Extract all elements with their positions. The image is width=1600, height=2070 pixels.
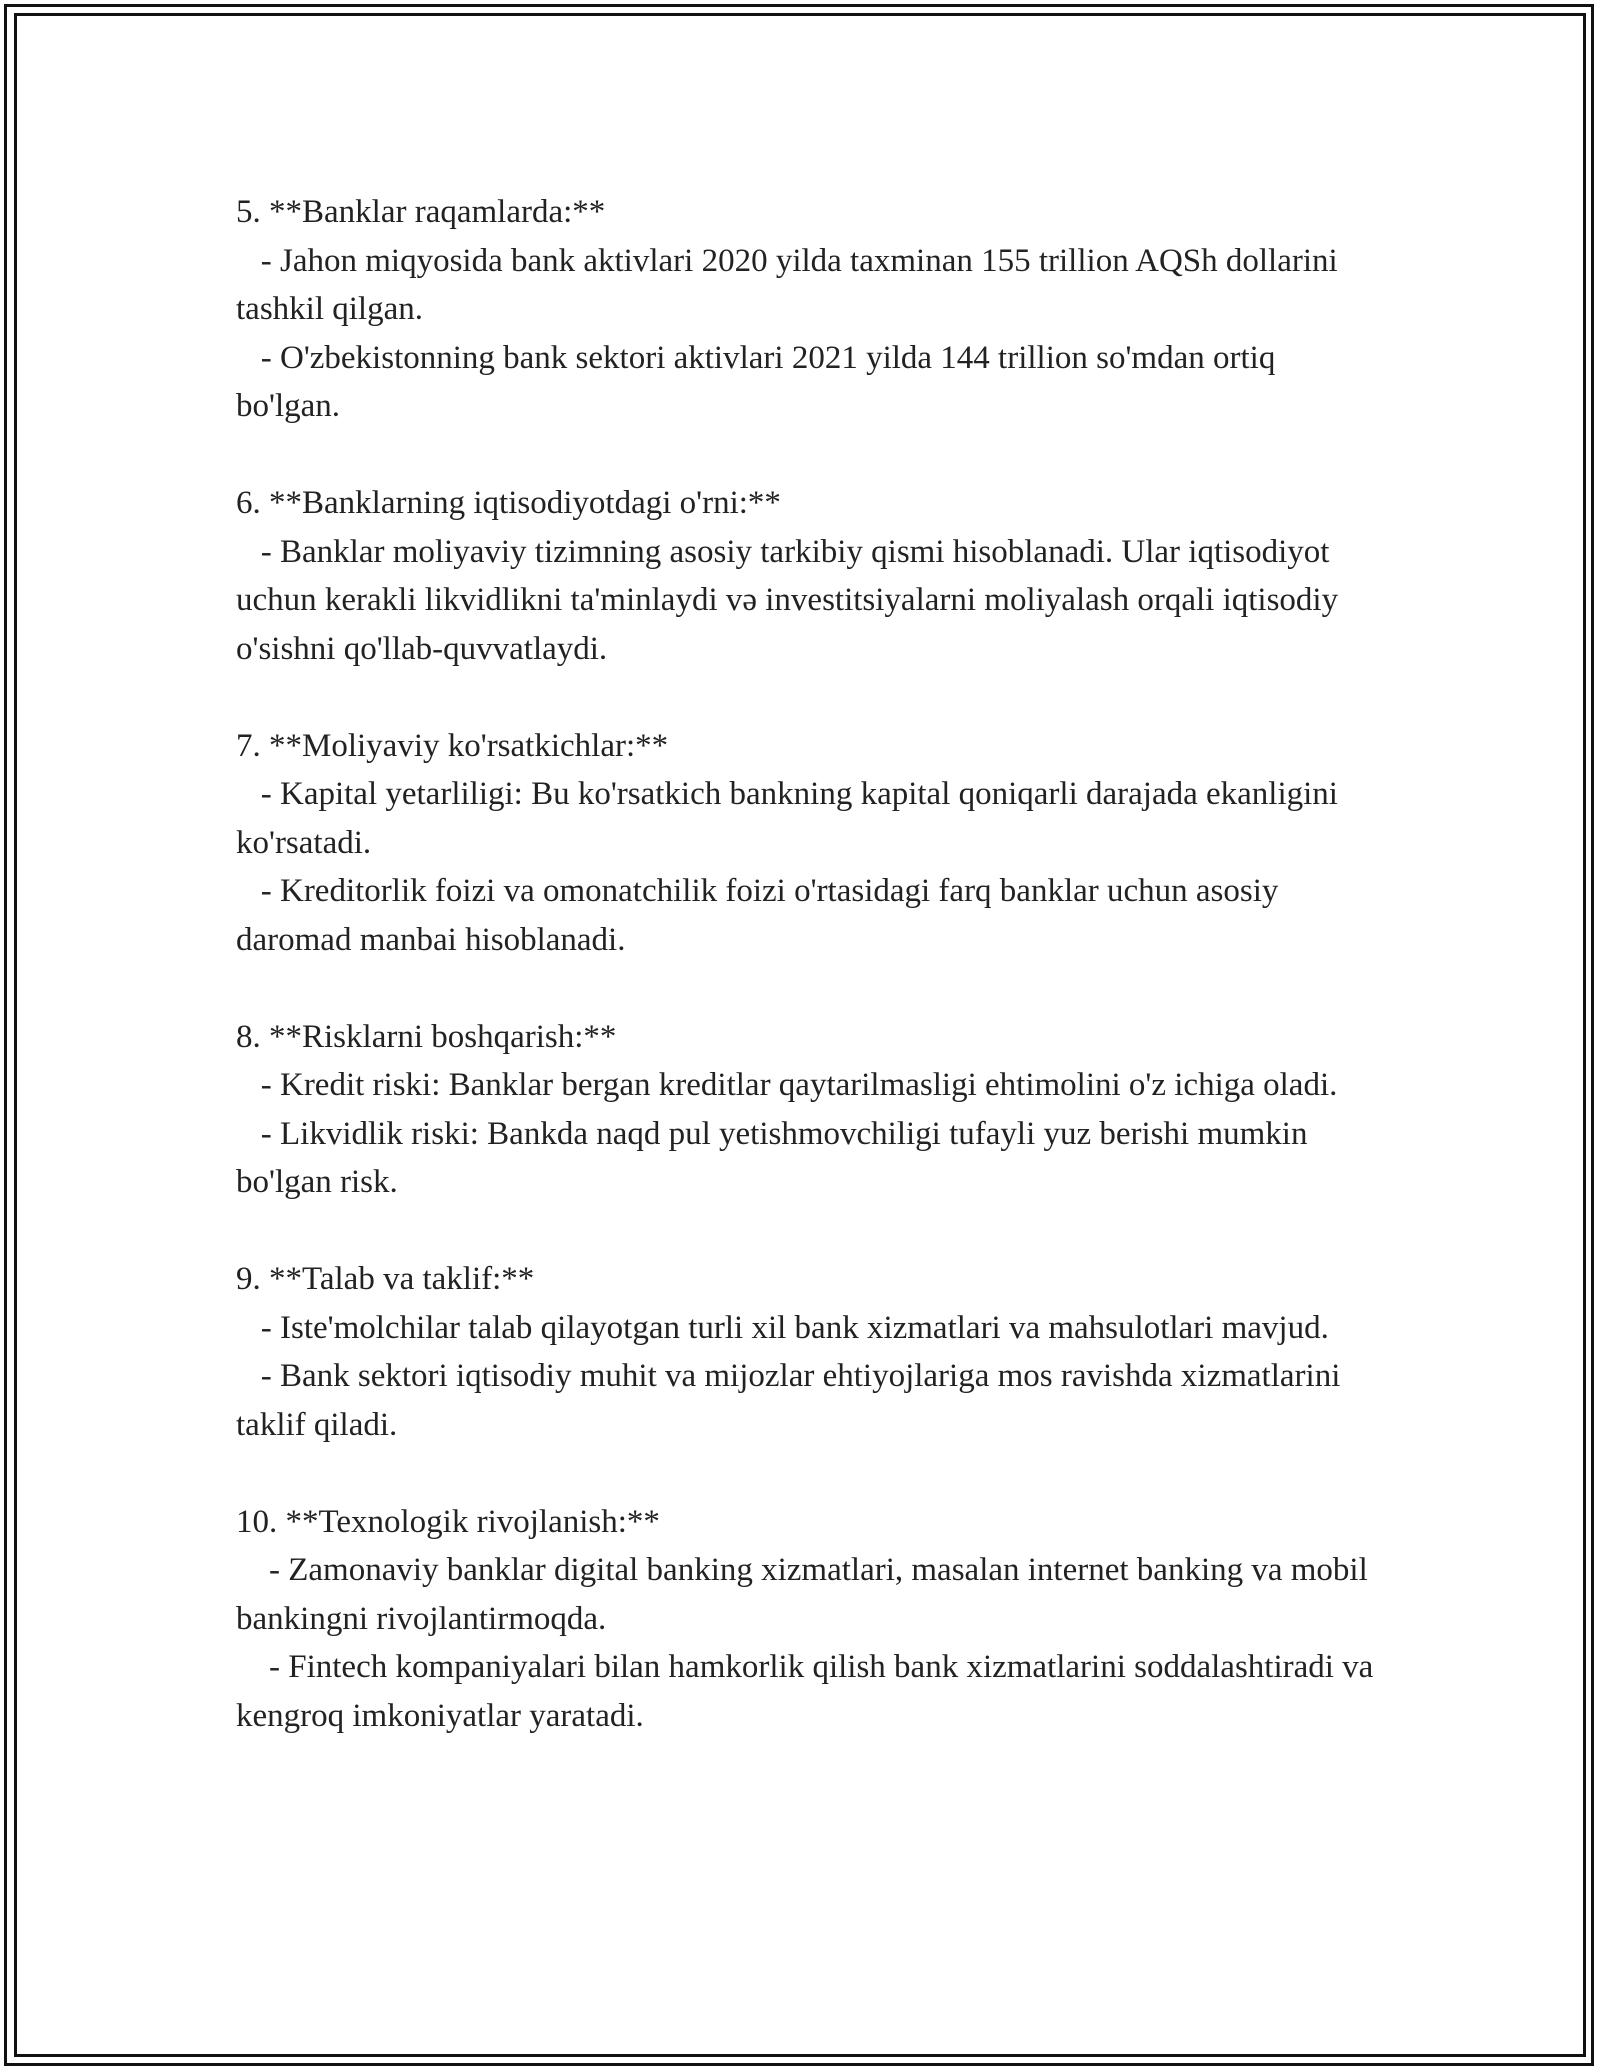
bullet-item: - Kredit riski: Banklar bergan kreditlar qaytarilmasligi ehtimolini o'z ichiga oladi. (236, 1067, 1338, 1103)
bullet-item: - Kapital yetarliligi: Bu ko'rsatkich bankning kapital qoniqarli darajada ekanligini ko'rsatadi. (236, 776, 1347, 861)
section-heading: 10. **Texnologik rivojlanish:** (236, 1503, 660, 1540)
section-risk-management (236, 1013, 1376, 1207)
document-body (236, 188, 1382, 1789)
bullet-item: - Kreditorlik foizi va omonatchilik foizi o'rtasidagi farq banklar uchun asosiy daromad manbai hisoblanadi. (236, 873, 1287, 958)
section-heading: 6. **Banklarning iqtisodiyotdagi o'rni:** (236, 485, 781, 521)
section-role-in-economy (236, 479, 1376, 673)
section-heading: 9. **Talab va taklif:** (236, 1261, 535, 1297)
section-supply-demand (236, 1255, 1376, 1449)
section-heading: 8. **Risklarni boshqarish:** (236, 1018, 617, 1055)
bullet-item: - Jahon miqyosida bank aktivlari 2020 yilda taxminan 155 trillion AQSh dollarini tashkil qilgan. (236, 242, 1346, 327)
section-banks-in-numbers (236, 188, 1376, 431)
bullet-item: - Fintech kompaniyalari bilan hamkorlik qilish bank xizmatlarini soddalashtiradi va kengroq imkoniyatlar yaratadi. (236, 1649, 1382, 1734)
bullet-item: - Bank sektori iqtisodiy muhit va mijozlar ehtiyojlariga mos ravishda xizmatlarini taklif qiladi. (236, 1358, 1349, 1443)
section-technology (236, 1498, 1382, 1741)
bullet-item: - O'zbekistonning bank sektori aktivlari 2021 yilda 144 trillion so'mdan ortiq bo'lgan. (236, 339, 1284, 424)
bullet-item: - Banklar moliyaviy tizimning asosiy tarkibiy qismi hisoblanadi. Ular iqtisodiyot uchun kerakli likvidlikni ta'minlaydi və investitsiyalarni moliyalash orqali iqtisodiy o'sishni qo'llab-quvvatlaydi. (236, 533, 1347, 667)
bullet-item: - Zamonaviy banklar digital banking xizmatlari, masalan internet banking va mobil bankingni rivojlantirmoqda. (236, 1552, 1377, 1637)
section-financial-indicators (236, 722, 1376, 965)
section-heading: 5. **Banklar raqamlarda:** (236, 194, 606, 230)
bullet-item: - Likvidlik riski: Bankda naqd pul yetishmovchiligi tufayli yuz berishi mumkin bo'lgan risk. (236, 1115, 1316, 1200)
bullet-item: - Iste'molchilar talab qilayotgan turli xil bank xizmatlari va mahsulotlari mavjud. (236, 1309, 1329, 1346)
section-heading: 7. **Moliyaviy ko'rsatkichlar:** (236, 727, 669, 764)
